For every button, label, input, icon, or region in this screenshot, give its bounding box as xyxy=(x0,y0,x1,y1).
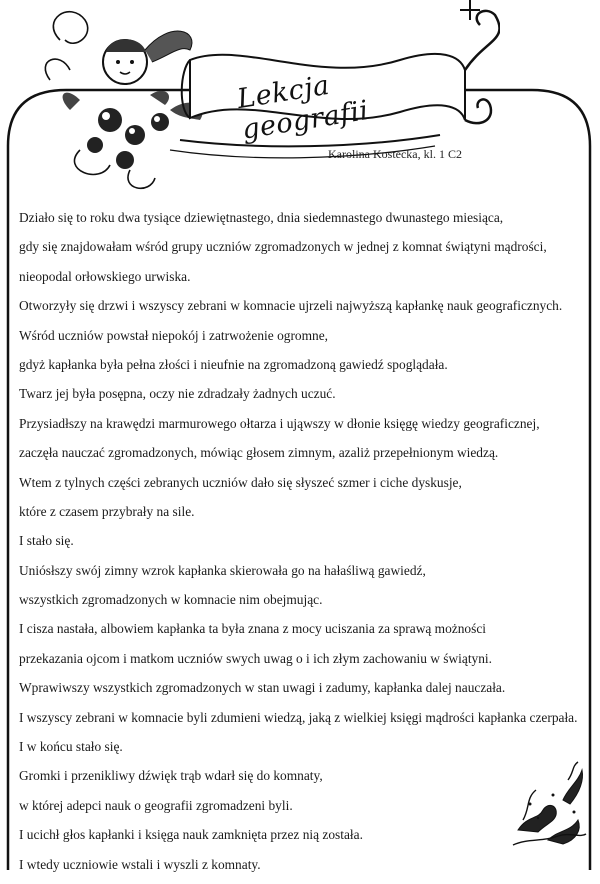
story-text xyxy=(19,208,589,884)
story-line: I wtedy uczniowie wstali i wyszli z komnaty. xyxy=(19,856,261,872)
story-line: przekazania ojcom i matkom uczniów swych uwag o i ich złym zachowaniu w świątyni. xyxy=(19,650,492,666)
story-line: Uniósłszy swój zimny wzrok kapłanka skierowała go na hałaśliwą gawiedź, xyxy=(19,562,426,578)
story-line: Przysiadłszy na krawędzi marmurowego ołtarza i ująwszy w dłonie księgę wiedzy geograficznej, xyxy=(19,415,540,431)
story-line: w której adepci nauk o geografii zgromadzeni byli. xyxy=(19,797,293,813)
story-line: wszystkich zgromadzonych w komnacie nim obejmując. xyxy=(19,592,323,608)
story-line: zaczęła nauczać zgromadzonych, mówiąc głosem zimnym, azaliż przepełnionym wiedzą. xyxy=(19,445,499,461)
story-line: I stało się. xyxy=(19,533,74,549)
story-line: gdyż kapłanka była pełna złości i nieufnie na zgromadzoną gawiedź spoglądała. xyxy=(19,356,448,372)
story-line: Wprawiwszy wszystkich zgromadzonych w stan uwagi i zadumy, kapłanka dalej nauczała. xyxy=(19,680,506,696)
author-line: Karolina Kostecka, kl. 1 C2 xyxy=(328,147,462,161)
story-line: I ucichł głos kapłanki i księga nauk zamknięta przez nią została. xyxy=(19,827,363,843)
story-line: gdy się znajdowałam wśród grupy uczniów zgromadzonych w jednej z komnat świątyni mądrości, xyxy=(19,239,547,255)
story-line: I w końcu stało się. xyxy=(19,739,123,755)
story-line: Wtem z tylnych części zebranych uczniów dało się słyszeć szmer i ciche dyskusje, xyxy=(19,474,462,490)
wave-splash-icon xyxy=(508,760,588,850)
story-line: nieopodal orłowskiego urwiska. xyxy=(19,268,191,284)
story-line: Twarz jej była posępna, oczy nie zdradzały żadnych uczuć. xyxy=(19,386,336,402)
story-line: Działo się to roku dwa tysiące dziewiętnastego, dnia siedemnastego dwunastego miesiąca, xyxy=(19,210,504,225)
page-title: Lekcja geografii xyxy=(235,69,371,146)
story-line: Wśród uczniów powstał niepokój i zatrwożenie ogromne, xyxy=(19,327,329,343)
story-line: I cisza nastała, albowiem kapłanka ta była znana z mocy uciszania za sprawą możności xyxy=(19,621,486,637)
story-line: Otworzyły się drzwi i wszyscy zebrani w komnacie ujrzeli najwyższą kapłankę nauk geograficznych. xyxy=(19,298,563,314)
story-line: I wszyscy zebrani w komnacie byli zdumieni wiedzą, jaką z wielkiej księgi mądrości kapłanka czerpała. xyxy=(19,709,578,725)
story-line: Gromki i przenikliwy dźwięk trąb wdarł się do komnaty, xyxy=(19,768,323,784)
story-line: które z czasem przybrały na sile. xyxy=(19,503,195,519)
